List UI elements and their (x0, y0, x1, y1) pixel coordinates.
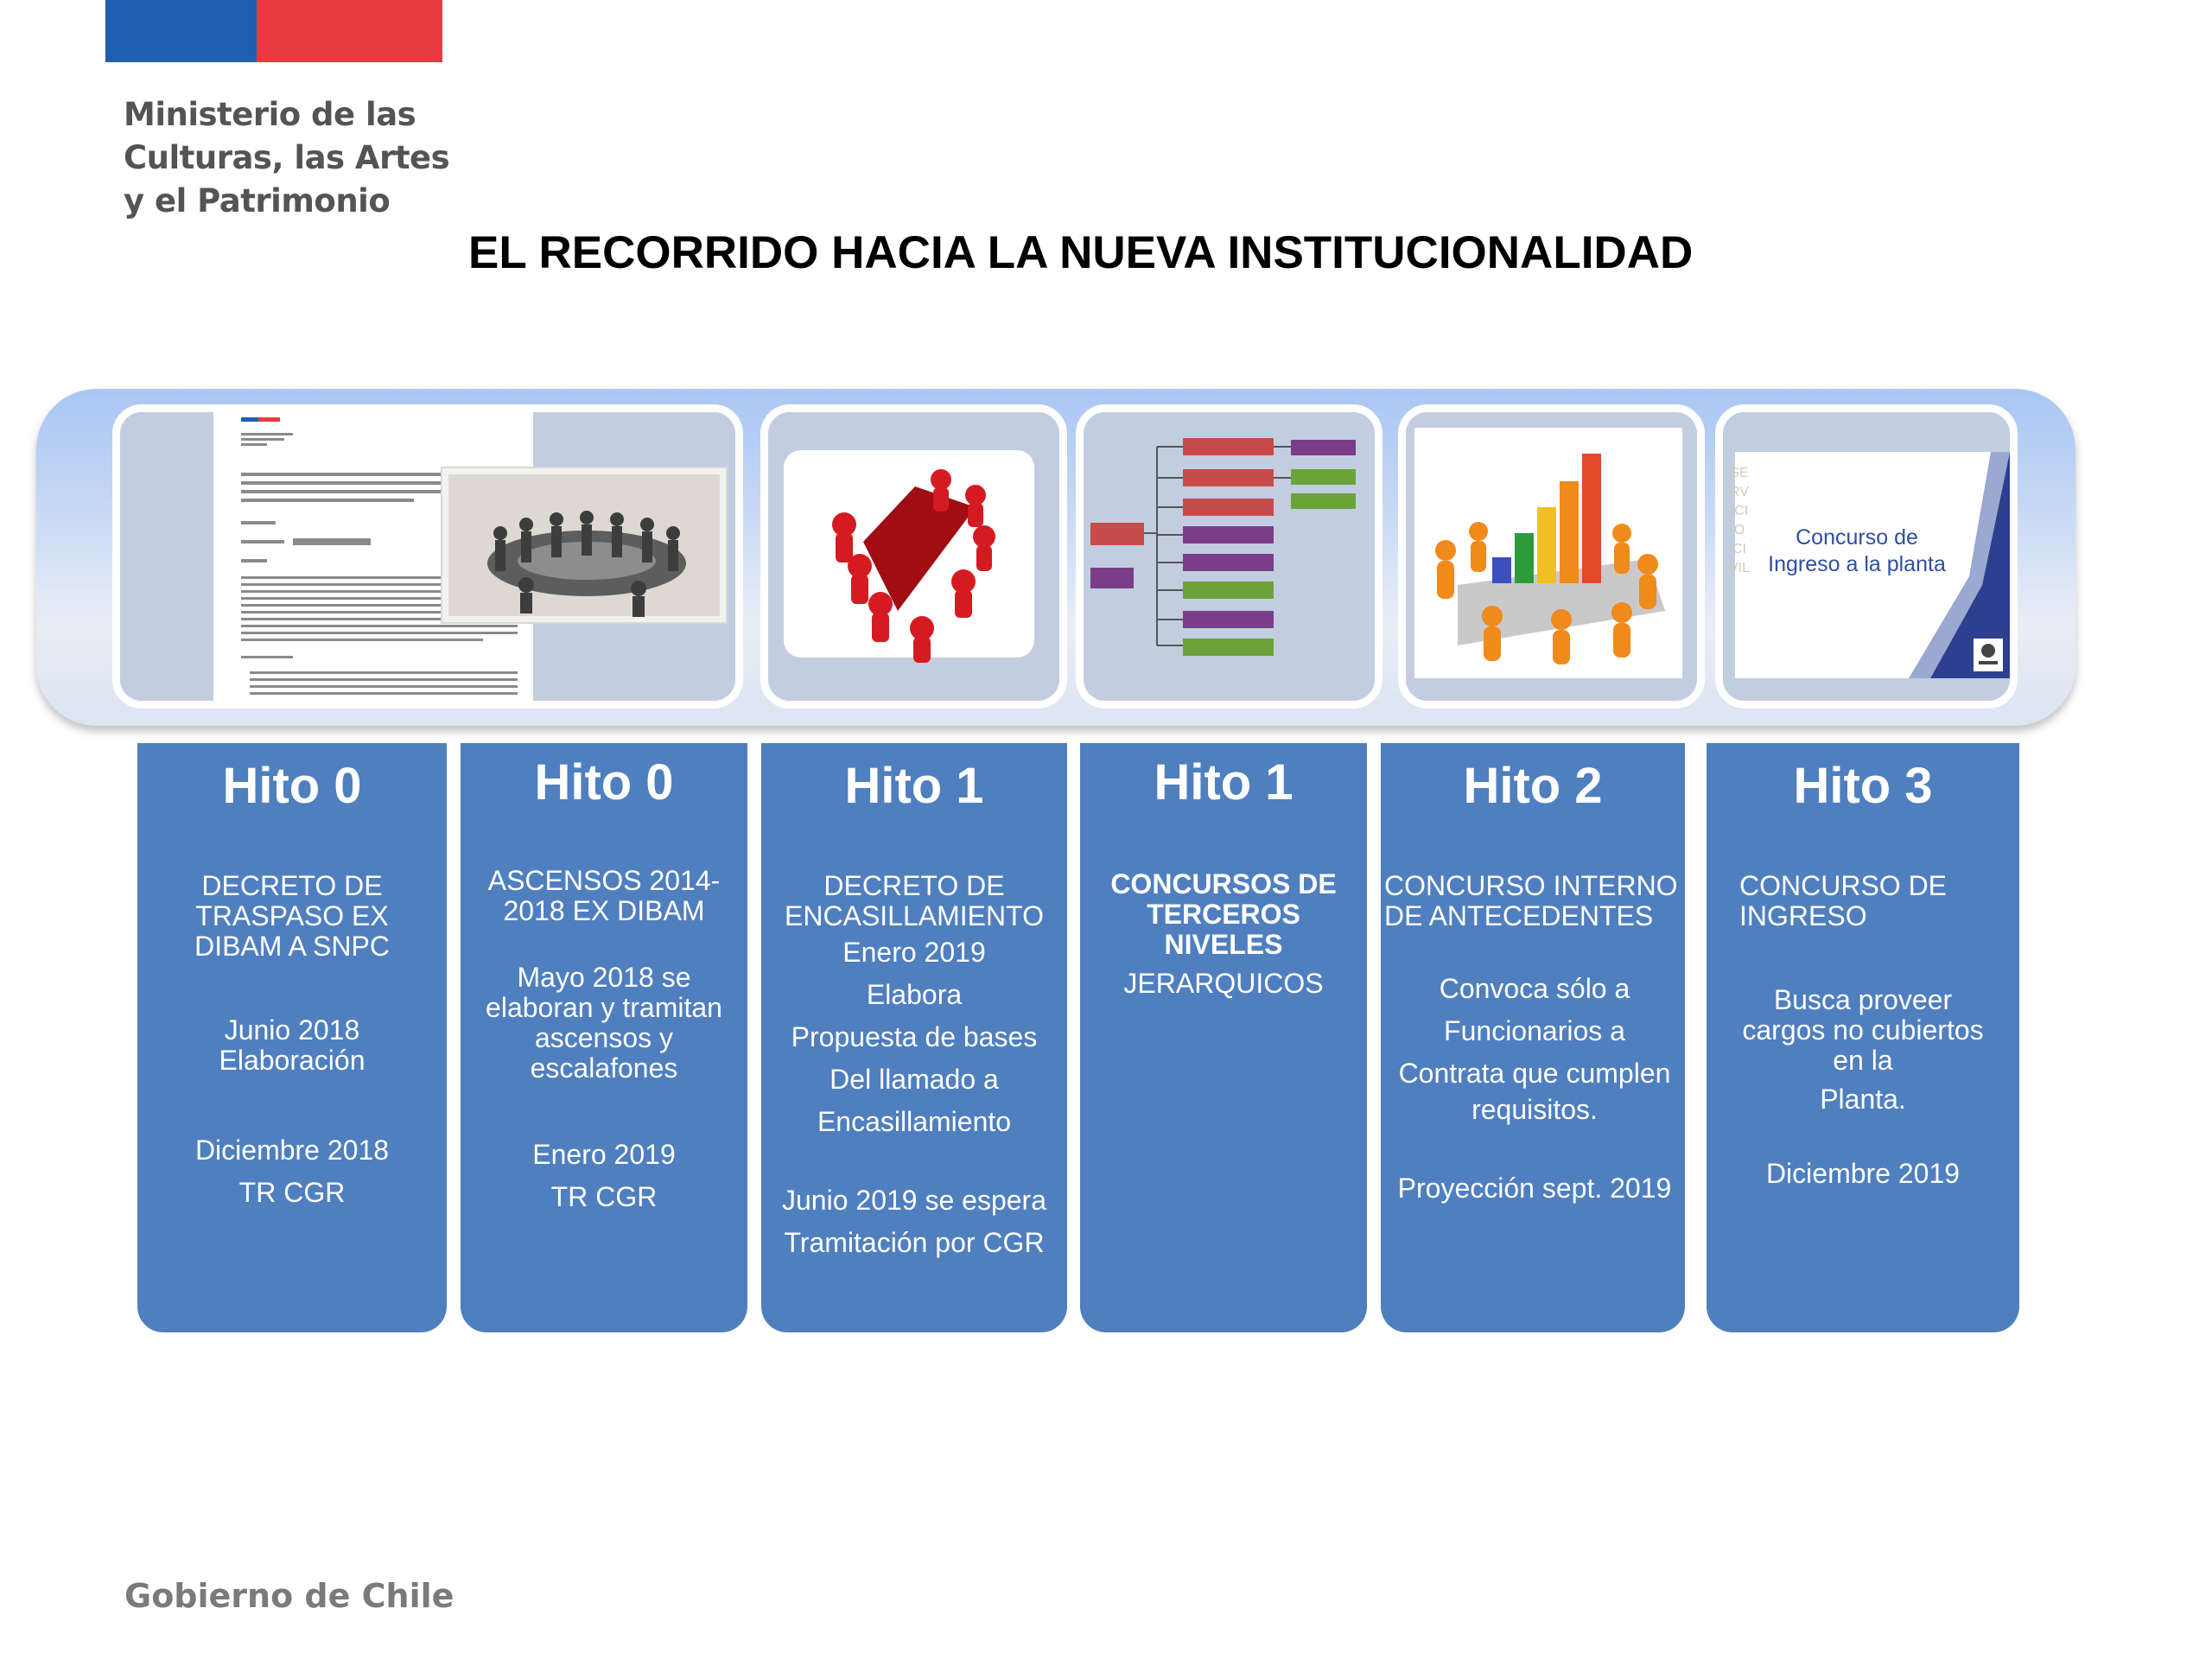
card-text: Del llamado a (830, 1064, 999, 1095)
milestone-card-2 (461, 743, 747, 1332)
chile-emblem-icon (1974, 639, 2003, 671)
card-text: en la (1833, 1045, 1893, 1076)
card-text: Mayo 2018 se (517, 962, 691, 993)
milestone-card-3 (761, 743, 1067, 1332)
card-text: INGRESO (1739, 900, 1867, 931)
card-text: DIBAM A SNPC (194, 931, 390, 962)
decree-document-icon (120, 412, 735, 701)
milestone-card-4 (1080, 743, 1367, 1332)
concurso-line-2: Ingreso a la planta (1768, 552, 1946, 576)
card-text: Elabora (866, 979, 963, 1010)
card-text: 2018 EX DIBAM (503, 895, 705, 926)
milestone-card-6 (1707, 743, 2019, 1332)
card-text: Diciembre 2018 (194, 1135, 390, 1166)
red-pawns-icon (768, 412, 1059, 701)
card-text: ENCASILLAMIENTO (785, 900, 1044, 931)
flag-blue-segment (105, 0, 257, 62)
page-title: EL RECORRIDO HACIA LA NUEVA INSTITUCIONALIDAD (468, 227, 1694, 278)
milestone-heading: Hito 0 (222, 758, 362, 814)
org-chart-image (1076, 404, 1382, 709)
card-text: Elaboración (219, 1045, 365, 1076)
milestone-heading: Hito 1 (1154, 754, 1294, 810)
card-text: TRASPASO EX (195, 900, 389, 931)
org-chart-icon (1084, 412, 1375, 701)
card-text: Enero 2019 (842, 937, 986, 968)
ministry-line-1: Ministerio de las (124, 96, 416, 133)
milestone-heading: Hito 2 (1463, 758, 1603, 814)
card-text: TR CGR (550, 1181, 658, 1212)
card-text: Contrata que cumplen (1398, 1058, 1671, 1089)
card-text: CONCURSO DE (1739, 870, 1948, 901)
team-bar-chart-icon (1406, 412, 1697, 701)
team-chart-image (1398, 404, 1705, 709)
servicio-civil-side-text: SERVICIO CIVIL (1728, 466, 1750, 575)
card-text: DECRETO DE (201, 870, 383, 901)
ministry-line-3: y el Patrimonio (124, 182, 391, 219)
meeting-table-image (760, 404, 1067, 709)
card-text: DE ANTECEDENTES (1384, 900, 1654, 931)
card-text: Convoca sólo a (1439, 973, 1630, 1004)
card-text: DECRETO DE (823, 870, 1005, 901)
card-text: requisitos. (1471, 1094, 1598, 1125)
card-text: Encasillamiento (817, 1106, 1012, 1137)
footer-government-label: Gobierno de Chile (124, 1577, 454, 1615)
milestone-heading: Hito 0 (534, 754, 674, 810)
card-text: Planta. (1820, 1084, 1906, 1115)
milestone-heading: Hito 1 (844, 758, 984, 814)
card-text: TR CGR (238, 1177, 346, 1208)
card-text: Propuesta de bases (791, 1021, 1038, 1052)
ministry-logo-text (124, 93, 452, 223)
card-text: Funcionarios a (1444, 1015, 1625, 1046)
card-text: ASCENSOS 2014- (487, 865, 721, 896)
chile-flag-stripe (105, 0, 442, 62)
card-text: Junio 2019 se espera (782, 1185, 1046, 1216)
card-text: escalafones (530, 1052, 678, 1084)
milestone-card-5 (1381, 743, 1685, 1332)
ministry-line-2: Culturas, las Artes (124, 139, 450, 176)
card-text: Busca proveer (1773, 984, 1953, 1015)
decree-document-image (112, 404, 743, 709)
card-text: elaboran y tramitan (486, 992, 722, 1023)
flag-red-segment (257, 0, 442, 62)
milestone-heading: Hito 3 (1793, 758, 1933, 814)
card-text: ascensos y (534, 1022, 674, 1053)
card-text: Diciembre 2019 (1765, 1158, 1961, 1189)
card-text: CONCURSOS DE (1110, 868, 1337, 899)
card-text: Enero 2019 (532, 1139, 676, 1170)
card-text: Tramitación por CGR (784, 1227, 1045, 1258)
card-text: JERARQUICOS (1123, 968, 1324, 999)
card-text: Junio 2018 (224, 1014, 360, 1046)
card-text: NIVELES (1164, 929, 1283, 960)
card-text: CONCURSO INTERNO (1384, 870, 1678, 901)
concurso-slide-image (1715, 404, 2018, 709)
concurso-line-1: Concurso de (1796, 525, 1918, 550)
card-text: Proyección sept. 2019 (1397, 1173, 1672, 1204)
card-text: cargos no cubiertos (1742, 1014, 1984, 1046)
milestone-card-1 (137, 743, 447, 1332)
card-text: TERCEROS (1147, 899, 1300, 930)
